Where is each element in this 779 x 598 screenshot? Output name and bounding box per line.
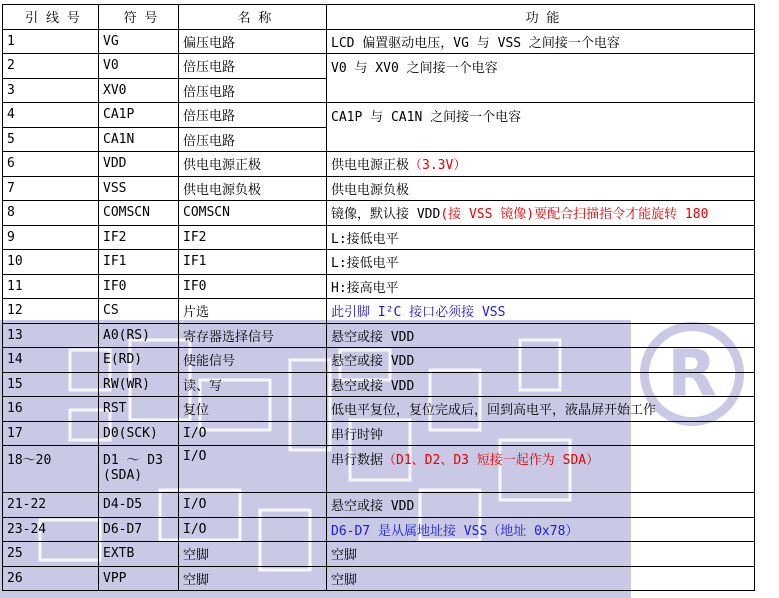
table-row (3, 54, 755, 79)
pin-number: 7 (3, 176, 99, 201)
table-row (3, 274, 755, 299)
table-row (3, 421, 755, 446)
pin-number: 17 (3, 421, 99, 446)
table-row (3, 250, 755, 275)
pin-symbol-text: VPP (103, 570, 127, 586)
function-text: 串行时钟 (331, 427, 384, 443)
pin-name: IF0 (179, 274, 327, 299)
function-text: 悬空或接 VDD (331, 329, 415, 345)
pin-function (327, 446, 755, 493)
function-text: 串行数据 (331, 453, 384, 468)
pin-symbol-text-2: (SDA) (103, 468, 143, 483)
function-text: H:接高电平 (331, 280, 399, 296)
table-row (3, 372, 755, 397)
pin-symbol-text: D0(SCK) (103, 425, 158, 441)
table-row (3, 566, 755, 591)
function-text: V0 与 XV0 之间接一个电容 (331, 61, 498, 76)
function-text: 悬空或接 VDD (331, 499, 415, 515)
pin-number: 4 (3, 103, 99, 128)
pin-function (327, 103, 755, 152)
pin-symbol (99, 542, 179, 567)
pin-definition-table (2, 4, 755, 591)
pin-number: 26 (3, 566, 99, 591)
pin-symbol-text: D4-D5 (103, 497, 143, 513)
pin-name: 偏压电路 (179, 29, 327, 54)
pin-symbol-text: RST (103, 401, 127, 417)
function-note-red: （3.3V） (409, 158, 467, 174)
table-row (3, 397, 755, 422)
pin-name: 倍压电路 (179, 103, 327, 128)
pin-symbol-text: A0(RS) (103, 327, 150, 343)
pin-symbol (99, 323, 179, 348)
pin-number: 16 (3, 397, 99, 422)
table-row (3, 348, 755, 373)
table-row (3, 29, 755, 54)
pin-symbol (99, 397, 179, 422)
pin-number: 1 (3, 29, 99, 54)
pin-number: 8 (3, 201, 99, 226)
header-function: 功 能 (327, 5, 755, 30)
pin-name: COMSCN (179, 201, 327, 226)
pin-function (327, 517, 755, 542)
pin-function (327, 566, 755, 591)
pin-symbol (99, 103, 179, 128)
table-row (3, 323, 755, 348)
pin-symbol (99, 29, 179, 54)
pin-number: 6 (3, 152, 99, 177)
pin-symbol (99, 517, 179, 542)
function-text: LCD 偏置驱动电压，VG 与 VSS 之间接一个电容 (331, 35, 620, 51)
pin-function (327, 323, 755, 348)
pin-number: 14 (3, 348, 99, 373)
function-text: 低电平复位，复位完成后，回到高电平，液晶屏开始工作 (331, 403, 657, 419)
pin-number: 2 (3, 54, 99, 79)
pin-function (327, 176, 755, 201)
pin-name: 倍压电路 (179, 78, 327, 103)
function-text: 悬空或接 VDD (331, 354, 415, 370)
function-text: 悬空或接 VDD (331, 378, 415, 394)
pin-symbol-text: IF2 (103, 229, 127, 245)
pin-name: 倍压电路 (179, 127, 327, 152)
pin-function (327, 421, 755, 446)
pin-function (327, 201, 755, 226)
pin-symbol (99, 372, 179, 397)
pin-name: IF1 (179, 250, 327, 275)
function-note-red: （D1、D2、D3 短接一起作为 SDA） (383, 453, 600, 468)
pin-number: 5 (3, 127, 99, 152)
pin-name: 空脚 (179, 566, 327, 591)
pin-name: 供电电源负极 (179, 176, 327, 201)
pin-number: 9 (3, 225, 99, 250)
table-row (3, 225, 755, 250)
pin-function (327, 225, 755, 250)
pin-symbol (99, 54, 179, 79)
pin-symbol-text: VDD (103, 156, 127, 172)
pin-number: 21-22 (3, 493, 99, 518)
header-symbol: 符 号 (99, 5, 179, 30)
pin-function (327, 29, 755, 54)
function-text: L:接低电平 (331, 231, 399, 247)
pin-number: 13 (3, 323, 99, 348)
pin-symbol-text: CA1P (103, 107, 135, 123)
pin-function (327, 372, 755, 397)
pin-symbol (99, 493, 179, 518)
pin-name: 片选 (179, 299, 327, 324)
pin-symbol-text: RW(WR) (103, 376, 150, 392)
pin-function (327, 250, 755, 275)
pin-symbol-text: COMSCN (103, 205, 150, 221)
pin-function (327, 152, 755, 177)
table-row (3, 517, 755, 542)
pin-symbol (99, 250, 179, 275)
pin-function (327, 54, 755, 103)
pin-symbol (99, 421, 179, 446)
pin-symbol (99, 127, 179, 152)
function-text: 供电电源负极 (331, 182, 410, 198)
pin-symbol-text: CA1N (103, 131, 135, 147)
pin-name: 供电电源正极 (179, 152, 327, 177)
function-text: 镜像，默认接 VDD (331, 207, 441, 223)
table-row (3, 299, 755, 324)
pin-symbol (99, 348, 179, 373)
header-pin: 引 线 号 (3, 5, 99, 30)
pin-symbol-text: IF0 (103, 278, 127, 294)
pin-number: 23-24 (3, 517, 99, 542)
function-note-red: (接 VSS 镜像)要配合扫描指令才能旋转 180 (440, 207, 709, 223)
table-row (3, 542, 755, 567)
pin-function (327, 348, 755, 373)
pin-symbol-text: D1 ～ D3 (103, 453, 163, 468)
pin-symbol-text: E(RD) (103, 352, 143, 368)
pin-symbol-text: VSS (103, 180, 127, 196)
function-text: L:接低电平 (331, 256, 399, 272)
pin-symbol (99, 152, 179, 177)
pin-number: 11 (3, 274, 99, 299)
pin-symbol-text: V0 (103, 58, 119, 74)
pin-function (327, 299, 755, 324)
pin-name: 读、写 (179, 372, 327, 397)
pin-symbol-text: VG (103, 33, 119, 49)
table-row (3, 103, 755, 128)
pin-number: 3 (3, 78, 99, 103)
pin-name: 倍压电路 (179, 54, 327, 79)
pin-symbol (99, 176, 179, 201)
function-text: 空脚 (331, 548, 358, 564)
pin-symbol-text: IF1 (103, 254, 127, 270)
pin-number: 10 (3, 250, 99, 275)
table-header-row (3, 5, 755, 30)
pin-name: I/O (179, 493, 327, 518)
pin-name: 使能信号 (179, 348, 327, 373)
pin-number: 25 (3, 542, 99, 567)
pin-symbol (99, 201, 179, 226)
header-name: 名 称 (179, 5, 327, 30)
function-text: 空脚 (331, 572, 358, 588)
table-row (3, 201, 755, 226)
pin-symbol (99, 78, 179, 103)
pin-symbol (99, 566, 179, 591)
pin-symbol (99, 274, 179, 299)
pin-name: 寄存器选择信号 (179, 323, 327, 348)
table-row (3, 446, 755, 493)
pin-function (327, 493, 755, 518)
pin-symbol-text: EXTB (103, 546, 135, 562)
pin-name: I/O (179, 517, 327, 542)
function-text: CA1P 与 CA1N 之间接一个电容 (331, 110, 522, 125)
pin-number: 18～20 (3, 446, 99, 493)
registered-trademark-mark: R (640, 322, 744, 426)
pin-symbol (99, 299, 179, 324)
pin-symbol-text: XV0 (103, 82, 127, 98)
pin-function (327, 274, 755, 299)
table-body (3, 29, 755, 591)
pin-number: 15 (3, 372, 99, 397)
table-row (3, 176, 755, 201)
function-text: 供电电源正极 (331, 158, 410, 174)
pin-name: 空脚 (179, 542, 327, 567)
pin-function (327, 542, 755, 567)
pin-symbol-text: D6-D7 (103, 521, 143, 537)
pin-name: IF2 (179, 225, 327, 250)
pin-name: 复位 (179, 397, 327, 422)
pin-symbol (99, 446, 179, 493)
pin-symbol-text: CS (103, 303, 119, 319)
function-note-blue: 此引脚 I²C 接口必须接 VSS (331, 305, 506, 321)
pin-name: I/O (179, 446, 327, 493)
function-note-blue: D6-D7 是从属地址接 VSS（地址 0x78） (331, 523, 579, 539)
table-row (3, 152, 755, 177)
pin-name: I/O (179, 421, 327, 446)
pin-number: 12 (3, 299, 99, 324)
pin-function (327, 397, 755, 422)
table-row (3, 493, 755, 518)
pin-symbol (99, 225, 179, 250)
